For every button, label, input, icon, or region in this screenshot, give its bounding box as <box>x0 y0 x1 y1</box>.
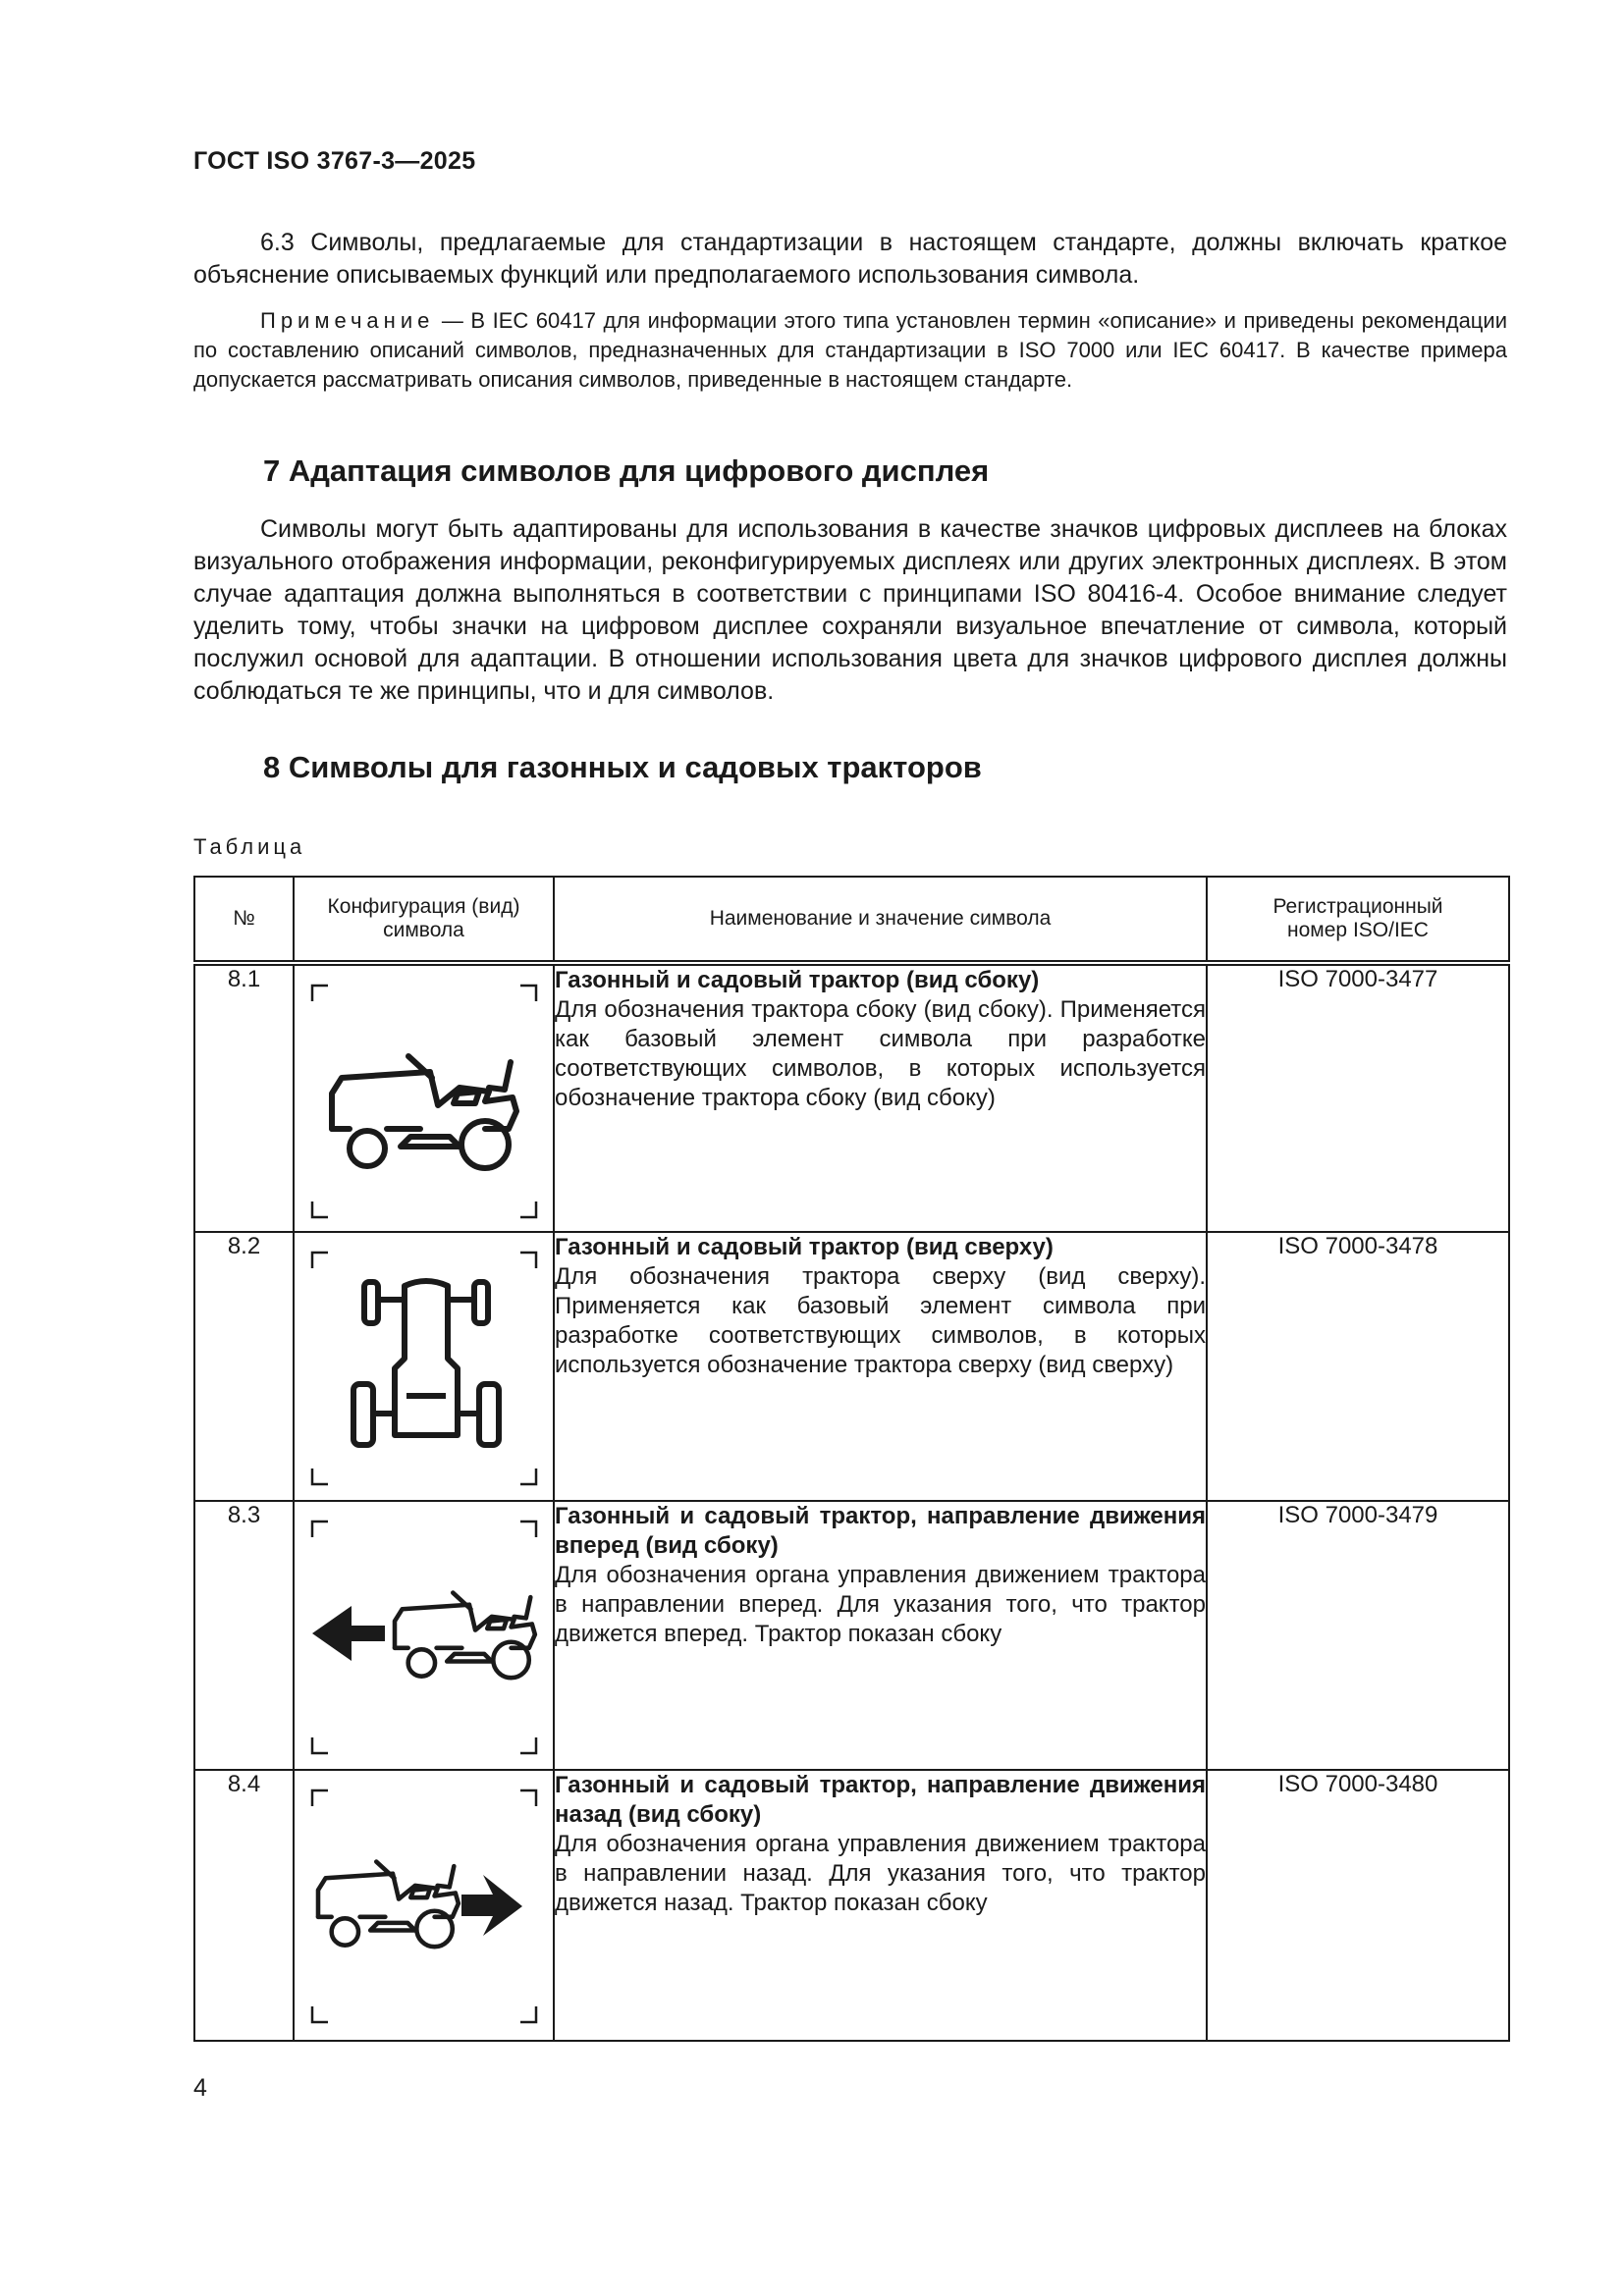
registration-number: ISO 7000-3479 <box>1207 1501 1509 1770</box>
tractor-side-icon <box>310 984 538 1219</box>
tractor-forward-icon <box>310 1520 538 1755</box>
section-7-text: Символы могут быть адаптированы для использования в качестве значков цифровых дисплеев на блоках визуального отображения информации, реконфигурируемых дисплеях или других электронных дисплеях. В этом случае адаптация должна выполняться в соответствии с принципами ISO 80416-4. Особое внимание следует уделить тому, чтобы значки на цифровом дисплее сохраняли визуальное впечатление от символа, который послужил основой для адаптации. В отношении использования цвета для значков цифрового дисплея должны соблюдаться те же принципы, что и для символов. <box>193 515 1507 705</box>
paragraph-6-3 <box>193 227 1507 292</box>
header-name: Наименование и значение символа <box>554 877 1207 963</box>
symbol-name: Газонный и садовый трактор (вид сбоку) <box>555 967 1040 993</box>
header-config-text: Конфигурация (вид) символа <box>327 895 520 941</box>
table-row <box>194 1232 1509 1501</box>
registration-number: ISO 7000-3477 <box>1207 963 1509 1232</box>
symbol-name: Газонный и садовый трактор, направление движения назад (вид сбоку) <box>555 1772 1206 1828</box>
page-number: 4 <box>193 2074 207 2102</box>
table-label: Таблица <box>193 834 306 859</box>
header-config <box>294 877 554 963</box>
registration-number: ISO 7000-3478 <box>1207 1232 1509 1501</box>
symbol-description: Для обозначения органа управления движением трактора в направлении назад. Для указания того, что трактор движется назад. Трактор показан сбоку <box>555 1831 1206 1916</box>
symbol-name: Газонный и садовый трактор, направление движения вперед (вид сбоку) <box>555 1503 1206 1559</box>
note-label: Примечание <box>260 308 435 333</box>
row-number: 8.3 <box>194 1501 294 1770</box>
paragraph-6-3-text: 6.3 Символы, предлагаемые для стандартизации в настоящем стандарте, должны включать краткое объяснение описываемых функций или предполагаемого использования символа. <box>193 229 1507 289</box>
table-row <box>194 1770 1509 2041</box>
symbols-table <box>193 876 1510 2042</box>
section-8-heading: 8 Символы для газонных и садовых тракторов <box>263 750 982 784</box>
symbol-description: Для обозначения трактора сбоку (вид сбоку). Применяется как базовый элемент символа при разработке соответствующих символов, в которых используется обозначение трактора сбоку (вид сбоку) <box>555 996 1206 1111</box>
header-num: № <box>194 877 294 963</box>
symbol-cell <box>294 1770 554 2041</box>
section-7-heading: 7 Адаптация символов для цифрового дисплея <box>263 454 990 488</box>
symbol-cell <box>294 1501 554 1770</box>
description-cell <box>554 1770 1207 2041</box>
table-row <box>194 1501 1509 1770</box>
tractor-top-icon <box>310 1251 538 1486</box>
symbol-cell <box>294 1232 554 1501</box>
symbol-description: Для обозначения органа управления движением трактора в направлении вперед. Для указания того, что трактор движется вперед. Трактор показан сбоку <box>555 1562 1206 1647</box>
row-number: 8.1 <box>194 963 294 1232</box>
table-row <box>194 963 1509 1232</box>
tractor-reverse-icon <box>310 1789 538 2024</box>
document-code: ГОСТ ISO 3767-3—2025 <box>193 147 476 175</box>
description-cell <box>554 1501 1207 1770</box>
description-cell <box>554 1232 1207 1501</box>
table-header-row <box>194 877 1509 963</box>
symbol-cell <box>294 963 554 1232</box>
symbol-name: Газонный и садовый трактор (вид сверху) <box>555 1234 1054 1260</box>
row-number: 8.2 <box>194 1232 294 1501</box>
description-cell <box>554 963 1207 1232</box>
header-reg <box>1207 877 1509 963</box>
row-number: 8.4 <box>194 1770 294 2041</box>
section-7-paragraph <box>193 513 1507 708</box>
registration-number: ISO 7000-3480 <box>1207 1770 1509 2041</box>
symbol-description: Для обозначения трактора сверху (вид сверху). Применяется как базовый элемент символа при разработке соответствующих символов, в которых используется обозначение трактора сверху (вид сверху) <box>555 1263 1206 1378</box>
note <box>193 306 1507 395</box>
note-text: — В IEC 60417 для информации этого типа установлен термин «описание» и приведены рекомендации по составлению описаний символов, предназначенных для стандартизации в ISO 7000 или IEC 60417. В качестве примера допускается рассматривать описания символов, приведенные в настоящем стандарте. <box>193 308 1507 392</box>
header-reg-text: Регистрационный номер ISO/IEC <box>1272 895 1443 941</box>
